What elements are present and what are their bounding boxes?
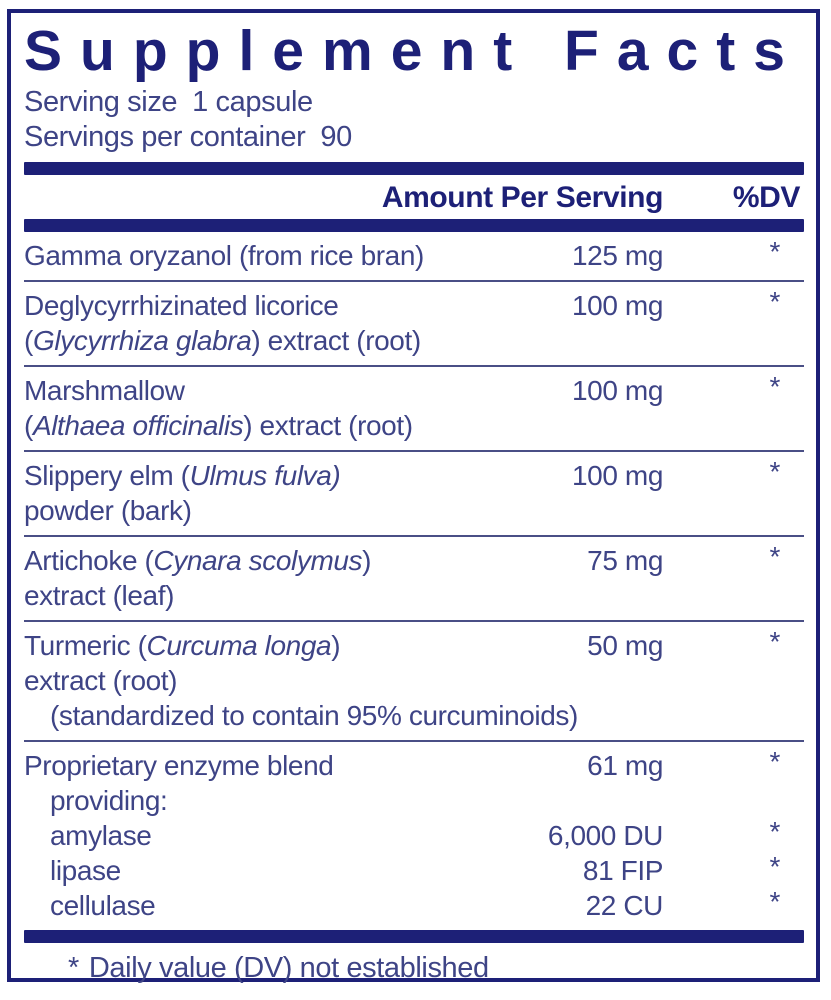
ingredient-name-line — [24, 698, 804, 733]
ingredient-name-line — [24, 493, 804, 528]
dv-value: * — [769, 456, 780, 487]
supplement-facts-panel — [7, 9, 820, 982]
name-text: (standardized to contain 95% curcuminoids) — [50, 700, 578, 731]
ingredient-name-line — [24, 628, 804, 663]
latin-name: Cynara scolymus — [153, 545, 363, 576]
ingredient-name-line — [24, 238, 804, 273]
servings-per-container-line — [24, 120, 804, 155]
amount-value: 125 mg — [572, 240, 663, 271]
amount-value: 100 mg — [572, 290, 663, 321]
name-text: ( — [24, 410, 33, 441]
name-text: Proprietary enzyme blend — [24, 750, 334, 781]
ingredient-sub-row — [24, 888, 804, 923]
name-text: Artichoke ( — [24, 545, 154, 576]
ingredient-name-line — [24, 408, 804, 443]
dv-value: * — [769, 816, 780, 847]
name-text: ) extract (root) — [243, 410, 413, 441]
dv-value: * — [769, 746, 780, 777]
amount-value: 61 mg — [587, 750, 663, 781]
ingredient-row — [24, 535, 804, 620]
ingredient-row — [24, 232, 804, 280]
thick-divider-middle — [24, 219, 804, 232]
name-text: Gamma oryzanol (from rice bran) — [24, 240, 424, 271]
name-text: ) — [362, 545, 372, 576]
serving-size-label: Serving size — [24, 86, 178, 118]
serving-size-value: 1 capsule — [192, 86, 313, 118]
ingredient-name-line — [24, 373, 804, 408]
latin-name: Ulmus fulva) — [189, 460, 341, 491]
name-text: ) extract (root) — [251, 325, 421, 356]
serving-size-line — [24, 85, 804, 120]
sub-ingredient-name: lipase — [50, 855, 121, 886]
amount-value: 6,000 DU — [547, 820, 663, 851]
servings-per-container-label: Servings per container — [24, 121, 306, 153]
ingredient-name-line — [24, 288, 804, 323]
amount-value: 100 mg — [572, 460, 663, 491]
ingredient-sub-row — [24, 783, 804, 818]
ingredient-name-line — [24, 543, 804, 578]
footnote-text: Daily value (DV) not established — [88, 952, 489, 984]
ingredient-name-line — [24, 578, 804, 613]
ingredient-row — [24, 740, 804, 930]
servings-per-container-value: 90 — [320, 121, 352, 153]
dv-value: * — [769, 286, 780, 317]
latin-name: Althaea officinalis — [32, 410, 244, 441]
sub-ingredient-name: amylase — [50, 820, 152, 851]
table-header-row — [24, 175, 804, 219]
ingredient-name-line — [24, 458, 804, 493]
sub-ingredient-name: providing: — [50, 785, 168, 816]
ingredient-rows — [24, 232, 804, 930]
footnote-asterisk: * — [68, 952, 79, 984]
footnote — [24, 943, 804, 986]
amount-per-serving-header: Amount Per Serving — [381, 181, 663, 214]
thick-divider-bottom — [24, 930, 804, 943]
amount-value: 22 CU — [585, 890, 663, 921]
name-text: Slippery elm ( — [24, 460, 190, 491]
dv-value: * — [769, 371, 780, 402]
name-text: Turmeric ( — [24, 630, 147, 661]
amount-value: 50 mg — [587, 630, 663, 661]
dv-value: * — [769, 541, 780, 572]
amount-value: 100 mg — [572, 375, 663, 406]
name-text: powder (bark) — [24, 495, 192, 526]
latin-name: Curcuma longa — [146, 630, 332, 661]
ingredient-row — [24, 620, 804, 740]
name-text: ) — [331, 630, 341, 661]
name-text: Marshmallow — [24, 375, 185, 406]
name-text: extract (root) — [24, 665, 178, 696]
ingredient-name-line — [24, 748, 804, 783]
ingredient-name-line — [24, 323, 804, 358]
ingredient-name-line — [24, 663, 804, 698]
ingredient-sub-row — [24, 853, 804, 888]
panel-title: Supplement Facts — [24, 19, 803, 83]
thick-divider-top — [24, 162, 804, 175]
dv-value: * — [769, 236, 780, 267]
amount-value: 81 FIP — [582, 855, 663, 886]
percent-dv-header: %DV — [732, 181, 800, 214]
ingredient-row — [24, 450, 804, 535]
ingredient-row — [24, 365, 804, 450]
dv-value: * — [769, 851, 780, 882]
dv-value: * — [769, 886, 780, 917]
name-text: extract (leaf) — [24, 580, 174, 611]
dv-value: * — [769, 626, 780, 657]
amount-value: 75 mg — [587, 545, 663, 576]
ingredient-row — [24, 280, 804, 365]
ingredient-sub-row — [24, 818, 804, 853]
name-text: ( — [24, 325, 33, 356]
sub-ingredient-name: cellulase — [50, 890, 156, 921]
latin-name: Glycyrrhiza glabra — [32, 325, 252, 356]
name-text: Deglycyrrhizinated licorice — [24, 290, 339, 321]
